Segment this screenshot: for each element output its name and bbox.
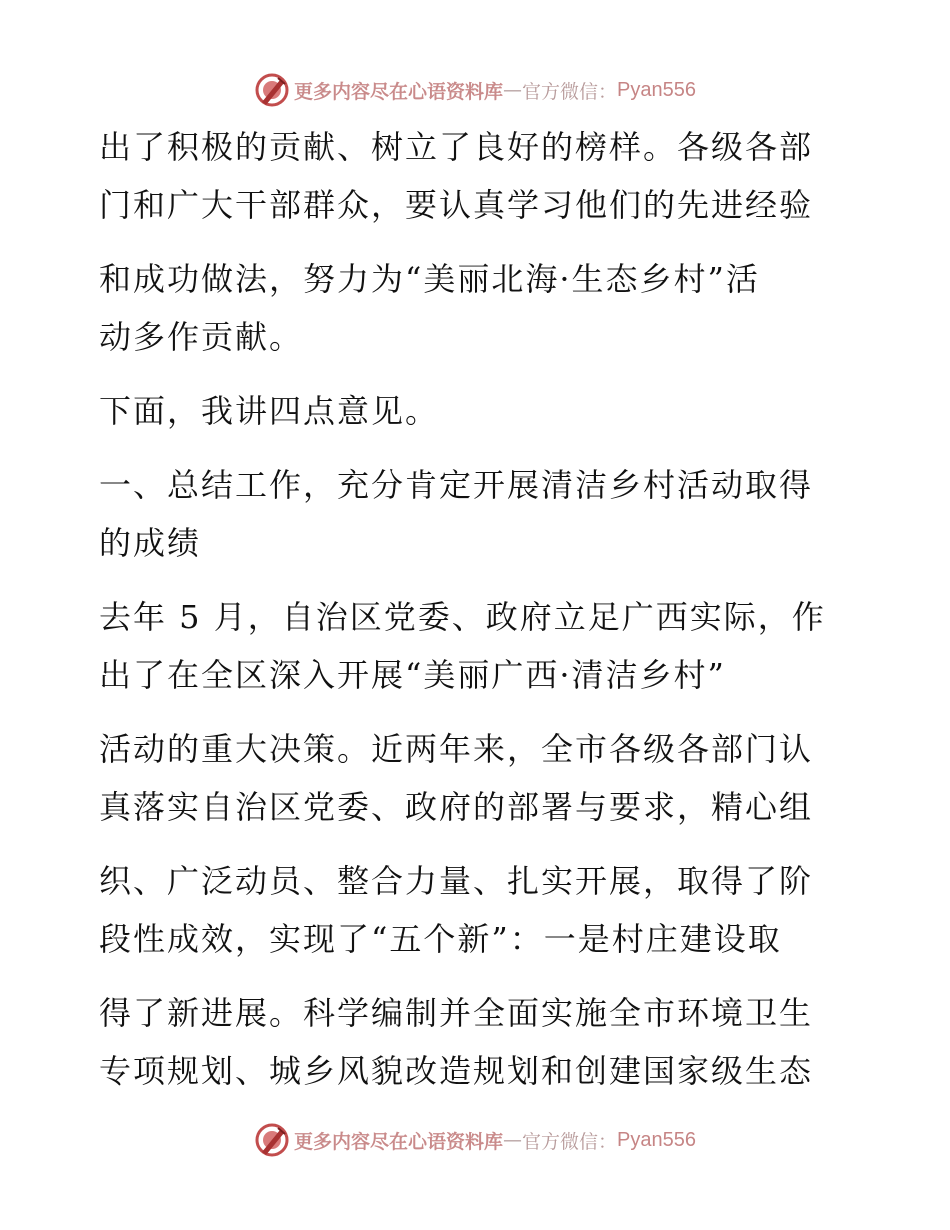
text-line: 下面，我讲四点意见。 — [99, 392, 440, 430]
text-line: 段性成效，实现了“五个新”：一是村庄建设取 — [99, 920, 782, 958]
text-line: 去年 5 月，自治区党委、政府立足广西实际，作 — [99, 598, 826, 636]
text-line: 动多作贡献。 — [99, 318, 304, 356]
text-line: 活动的重大决策。近两年来，全市各级各部门认 — [99, 730, 814, 768]
text-line: 织、广泛动员、整合力量、扎实开展，取得了阶 — [99, 862, 814, 900]
watermark-text: 更多内容尽在心语资料库 — [294, 1130, 504, 1153]
text-line: 一、总结工作，充分肯定开展清洁乡村活动取得 — [99, 466, 814, 504]
text-line: 专项规划、城乡风貌改造规划和创建国家级生态 — [99, 1052, 814, 1090]
watermark-separator: — — [503, 79, 523, 101]
watermark-text: 更多内容尽在心语资料库 — [294, 80, 504, 103]
red-seal-pen-logo-icon — [254, 1122, 290, 1158]
watermark-label: 官方微信： — [522, 1130, 618, 1153]
text-line: 出了在全区深入开展“美丽广西·清洁乡村” — [99, 656, 726, 694]
watermark-label: 官方微信： — [522, 80, 618, 103]
footer-watermark — [0, 1120, 950, 1160]
text-line: 的成绩 — [99, 524, 202, 562]
watermark-separator: — — [503, 1129, 523, 1151]
text-line: 和成功做法，努力为“美丽北海·生态乡村”活 — [99, 260, 760, 298]
text-line: 得了新进展。科学编制并全面实施全市环境卫生 — [99, 994, 814, 1032]
watermark-account: Pyan556 — [617, 1128, 696, 1151]
watermark-account: Pyan556 — [617, 78, 696, 101]
text-line: 门和广大干部群众，要认真学习他们的先进经验 — [99, 186, 814, 224]
text-line: 出了积极的贡献、树立了良好的榜样。各级各部 — [99, 128, 814, 166]
text-line: 真落实自治区党委、政府的部署与要求，精心组 — [99, 788, 814, 826]
